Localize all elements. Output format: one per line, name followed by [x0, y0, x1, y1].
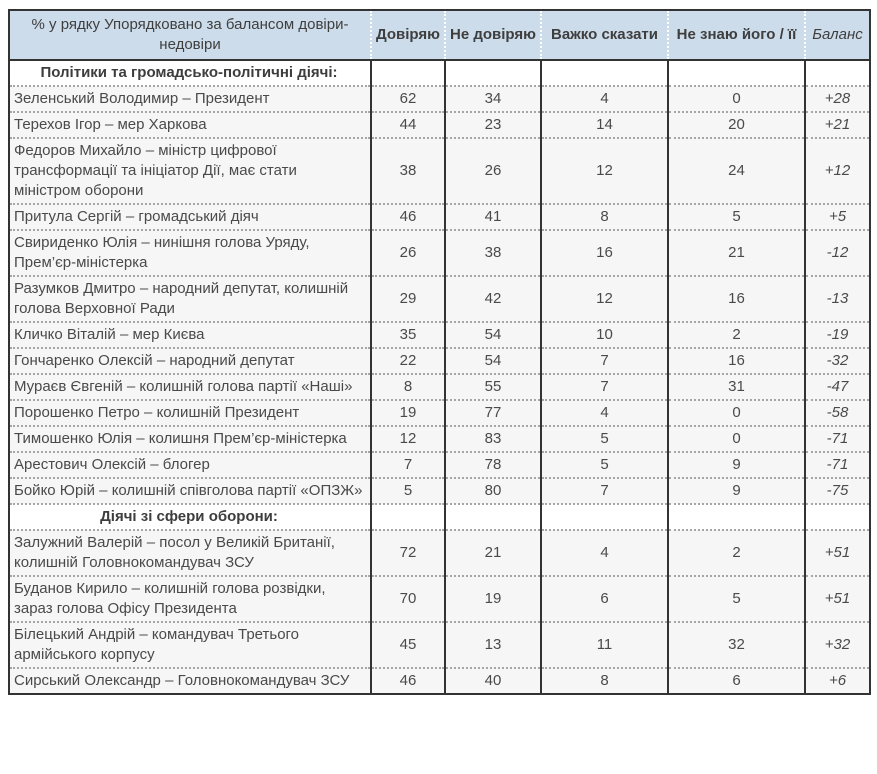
- dont-know-value: 32: [668, 622, 805, 668]
- dont-know-value: 2: [668, 530, 805, 576]
- balance-value: +51: [805, 576, 870, 622]
- trust-value: 7: [371, 452, 445, 478]
- distrust-value: 41: [445, 204, 541, 230]
- hard-to-say-value: 16: [541, 230, 668, 276]
- section-header-row: [9, 504, 870, 530]
- hard-to-say-value: 8: [541, 668, 668, 694]
- balance-value: +6: [805, 668, 870, 694]
- table-row: [9, 374, 870, 400]
- table-row: [9, 348, 870, 374]
- table-row: [9, 622, 870, 668]
- table-row: [9, 576, 870, 622]
- table-row: [9, 322, 870, 348]
- person-name: Свириденко Юлія – нинішня голова Уряду, Прем’єр-міністерка: [9, 230, 371, 276]
- table-row: [9, 230, 870, 276]
- dont-know-value: 5: [668, 204, 805, 230]
- trust-value: 29: [371, 276, 445, 322]
- trust-value: 38: [371, 138, 445, 204]
- hard-to-say-value: 5: [541, 452, 668, 478]
- person-name: Гончаренко Олексій – народний депутат: [9, 348, 371, 374]
- distrust-value: 34: [445, 86, 541, 112]
- table-row: [9, 530, 870, 576]
- dont-know-value: 20: [668, 112, 805, 138]
- balance-value: +12: [805, 138, 870, 204]
- distrust-value: 13: [445, 622, 541, 668]
- dont-know-value: 6: [668, 668, 805, 694]
- hard-to-say-value: 7: [541, 478, 668, 504]
- dont-know-value: 0: [668, 400, 805, 426]
- balance-value: -58: [805, 400, 870, 426]
- balance-value: +21: [805, 112, 870, 138]
- dont-know-value: 2: [668, 322, 805, 348]
- column-header-distrust: Не довіряю: [445, 10, 541, 60]
- trust-value: 5: [371, 478, 445, 504]
- empty-cell: [805, 60, 870, 86]
- trust-value: 8: [371, 374, 445, 400]
- hard-to-say-value: 4: [541, 530, 668, 576]
- table-row: [9, 86, 870, 112]
- hard-to-say-value: 12: [541, 138, 668, 204]
- trust-value: 46: [371, 668, 445, 694]
- column-header-hard-to-say: Важко сказати: [541, 10, 668, 60]
- dont-know-value: 16: [668, 276, 805, 322]
- column-header-dont-know: Не знаю його / її: [668, 10, 805, 60]
- dont-know-value: 9: [668, 452, 805, 478]
- empty-cell: [541, 504, 668, 530]
- dont-know-value: 16: [668, 348, 805, 374]
- hard-to-say-value: 6: [541, 576, 668, 622]
- balance-value: +28: [805, 86, 870, 112]
- balance-value: -75: [805, 478, 870, 504]
- balance-value: +5: [805, 204, 870, 230]
- balance-value: -12: [805, 230, 870, 276]
- person-name: Залужний Валерій – посол у Великій Британії, колишній Головнокомандувач ЗСУ: [9, 530, 371, 576]
- dont-know-value: 0: [668, 426, 805, 452]
- balance-value: +32: [805, 622, 870, 668]
- balance-value: -47: [805, 374, 870, 400]
- person-name: Тимошенко Юлія – колишня Прем’єр-міністерка: [9, 426, 371, 452]
- trust-value: 46: [371, 204, 445, 230]
- distrust-value: 77: [445, 400, 541, 426]
- trust-value: 44: [371, 112, 445, 138]
- balance-value: -71: [805, 426, 870, 452]
- section-title: Діячі зі сфери оборони:: [9, 504, 371, 530]
- person-name: Мураєв Євгеній – колишній голова партії «Наші»: [9, 374, 371, 400]
- distrust-value: 78: [445, 452, 541, 478]
- person-name: Білецький Андрій – командувач Третього армійського корпусу: [9, 622, 371, 668]
- table-row: [9, 204, 870, 230]
- balance-value: -32: [805, 348, 870, 374]
- trust-value: 35: [371, 322, 445, 348]
- person-name: Буданов Кирило – колишній голова розвідки, зараз голова Офісу Президента: [9, 576, 371, 622]
- column-header-trust: Довіряю: [371, 10, 445, 60]
- distrust-value: 40: [445, 668, 541, 694]
- trust-value: 12: [371, 426, 445, 452]
- person-name: Зеленський Володимир – Президент: [9, 86, 371, 112]
- empty-cell: [668, 504, 805, 530]
- trust-value: 26: [371, 230, 445, 276]
- hard-to-say-value: 7: [541, 374, 668, 400]
- trust-value: 70: [371, 576, 445, 622]
- hard-to-say-value: 11: [541, 622, 668, 668]
- empty-cell: [445, 504, 541, 530]
- person-name: Кличко Віталій – мер Києва: [9, 322, 371, 348]
- empty-cell: [541, 60, 668, 86]
- corner-header-cell: % у рядку Упорядковано за балансом довіри-недовіри: [9, 10, 371, 60]
- distrust-value: 54: [445, 322, 541, 348]
- table-row: [9, 478, 870, 504]
- section-title: Політики та громадсько-політичні діячі:: [9, 60, 371, 86]
- distrust-value: 55: [445, 374, 541, 400]
- balance-value: +51: [805, 530, 870, 576]
- section-header-row: [9, 60, 870, 86]
- column-header-balance: Баланс: [805, 10, 870, 60]
- person-name: Арестович Олексій – блогер: [9, 452, 371, 478]
- hard-to-say-value: 5: [541, 426, 668, 452]
- person-name: Разумков Дмитро – народний депутат, колишній голова Верховної Ради: [9, 276, 371, 322]
- distrust-value: 23: [445, 112, 541, 138]
- distrust-value: 54: [445, 348, 541, 374]
- distrust-value: 80: [445, 478, 541, 504]
- distrust-value: 19: [445, 576, 541, 622]
- dont-know-value: 9: [668, 478, 805, 504]
- distrust-value: 26: [445, 138, 541, 204]
- hard-to-say-value: 7: [541, 348, 668, 374]
- table-row: [9, 426, 870, 452]
- hard-to-say-value: 14: [541, 112, 668, 138]
- person-name: Федоров Михайло – міністр цифрової трансформації та ініціатор Дії, має стати міністром оборони: [9, 138, 371, 204]
- distrust-value: 83: [445, 426, 541, 452]
- table-row: [9, 138, 870, 204]
- hard-to-say-value: 8: [541, 204, 668, 230]
- table-row: [9, 276, 870, 322]
- dont-know-value: 5: [668, 576, 805, 622]
- empty-cell: [371, 504, 445, 530]
- trust-value: 45: [371, 622, 445, 668]
- balance-value: -13: [805, 276, 870, 322]
- person-name: Терехов Ігор – мер Харкова: [9, 112, 371, 138]
- table-header: [9, 10, 870, 60]
- dont-know-value: 21: [668, 230, 805, 276]
- hard-to-say-value: 4: [541, 400, 668, 426]
- trust-value: 19: [371, 400, 445, 426]
- header-row: [9, 10, 870, 60]
- table-row: [9, 400, 870, 426]
- trust-value: 72: [371, 530, 445, 576]
- person-name: Сирський Олександр – Головнокомандувач ЗСУ: [9, 668, 371, 694]
- hard-to-say-value: 10: [541, 322, 668, 348]
- empty-cell: [371, 60, 445, 86]
- table-body: [9, 60, 870, 694]
- dont-know-value: 31: [668, 374, 805, 400]
- table-row: [9, 112, 870, 138]
- distrust-value: 38: [445, 230, 541, 276]
- table-row: [9, 668, 870, 694]
- balance-value: -71: [805, 452, 870, 478]
- hard-to-say-value: 12: [541, 276, 668, 322]
- person-name: Порошенко Петро – колишній Президент: [9, 400, 371, 426]
- hard-to-say-value: 4: [541, 86, 668, 112]
- dont-know-value: 24: [668, 138, 805, 204]
- trust-value: 22: [371, 348, 445, 374]
- person-name: Бойко Юрій – колишній співголова партії «ОПЗЖ»: [9, 478, 371, 504]
- empty-cell: [805, 504, 870, 530]
- trust-ratings-table: [8, 9, 871, 695]
- empty-cell: [668, 60, 805, 86]
- dont-know-value: 0: [668, 86, 805, 112]
- table-row: [9, 452, 870, 478]
- distrust-value: 42: [445, 276, 541, 322]
- person-name: Притула Сергій – громадський діяч: [9, 204, 371, 230]
- distrust-value: 21: [445, 530, 541, 576]
- trust-value: 62: [371, 86, 445, 112]
- balance-value: -19: [805, 322, 870, 348]
- empty-cell: [445, 60, 541, 86]
